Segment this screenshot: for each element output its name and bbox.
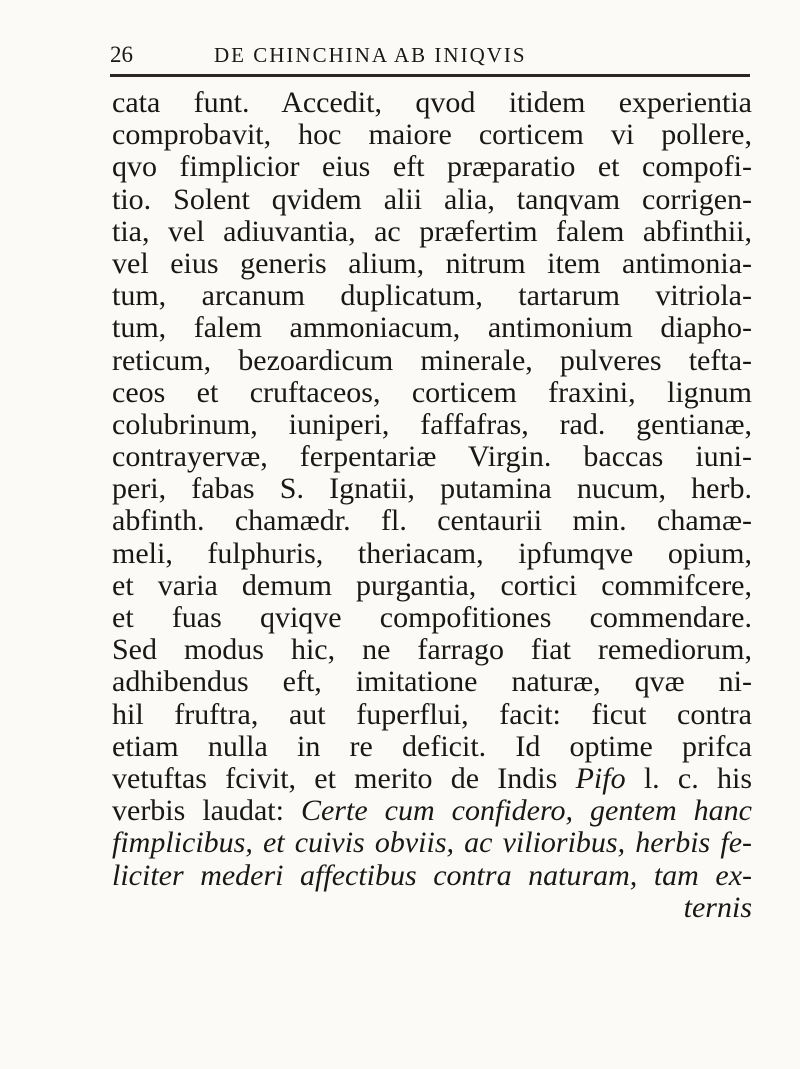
text-line: peri, fabas S. Ignatii, putamina nucum, herb.	[112, 472, 752, 506]
text-line: tia, vel adiuvantia, ac præfertim falem abfinthii,	[112, 214, 752, 248]
text-line: tum, falem ammoniacum, antimonium diapho-	[112, 311, 752, 345]
text-line: tum, arcanum duplicatum, tartarum vitriola-	[112, 279, 752, 313]
text-line	[112, 827, 752, 859]
body-text	[112, 87, 752, 924]
italic-name: Pifo	[575, 761, 626, 795]
italic-quote: Certe cum confidero, gentem hanc	[300, 794, 752, 828]
page-number: 26	[110, 42, 133, 67]
text-line: et fuas qviqve compofitiones commendare.	[112, 601, 752, 634]
catchword: ternis	[683, 890, 752, 924]
text-line: abfinth. chamædr. fl. centaurii min. chamæ-	[112, 504, 752, 538]
text-line: etiam nulla in re deficit. Id optime prifca	[112, 729, 752, 763]
text-line	[112, 860, 752, 892]
catchword-line	[112, 892, 752, 924]
text-line: et varia demum purgantia, cortici commifcere,	[112, 568, 752, 602]
text-segment: l. c. his	[625, 761, 752, 795]
text-line-mixed	[112, 763, 752, 795]
text-segment: verbis laudat:	[112, 794, 301, 828]
text-line: cata funt. Accedit, qvod itidem experientia	[112, 86, 752, 119]
text-line: comprobavit, hoc maiore corticem vi pollere,	[112, 118, 752, 152]
text-line: reticum, bezoardicum minerale, pulveres tefta-	[112, 343, 752, 377]
text-line: vel eius generis alium, nitrum item antimonia-	[112, 246, 752, 280]
header-rule	[110, 74, 750, 77]
text-line: hil fruftra, aut fuperflui, facit: ficut contra	[112, 697, 752, 731]
text-line-mixed	[112, 795, 752, 827]
running-title: DE CHINCHINA AB INIQVIS	[214, 43, 527, 67]
text-line: adhibendus eft, imitatione naturæ, qvæ ni-	[112, 665, 752, 699]
text-line: colubrinum, iuniperi, faffafras, rad. gentianæ,	[112, 407, 752, 441]
italic-quote: fimplicibus, et cuivis obviis, ac vilioribus, herbis fe-	[112, 826, 752, 860]
text-line: ceos et cruftaceos, corticem fraxini, lignum	[112, 375, 752, 409]
text-line: tio. Solent qvidem alii alia, tanqvam corrigen-	[112, 182, 752, 216]
text-line: Sed modus hic, ne farrago fiat remediorum,	[112, 633, 752, 667]
italic-quote: liciter mederi affectibus contra naturam, tam ex-	[112, 858, 752, 892]
text-line: meli, fulphuris, theriacam, ipfumqve opium,	[112, 536, 752, 570]
text-line: qvo fimplicior eius eft præparatio et compofi-	[112, 150, 752, 184]
text-line: contrayervæ, ferpentariæ Virgin. baccas iuni-	[112, 440, 752, 474]
text-segment: vetuftas fcivit, et merito de Indis	[112, 761, 558, 795]
